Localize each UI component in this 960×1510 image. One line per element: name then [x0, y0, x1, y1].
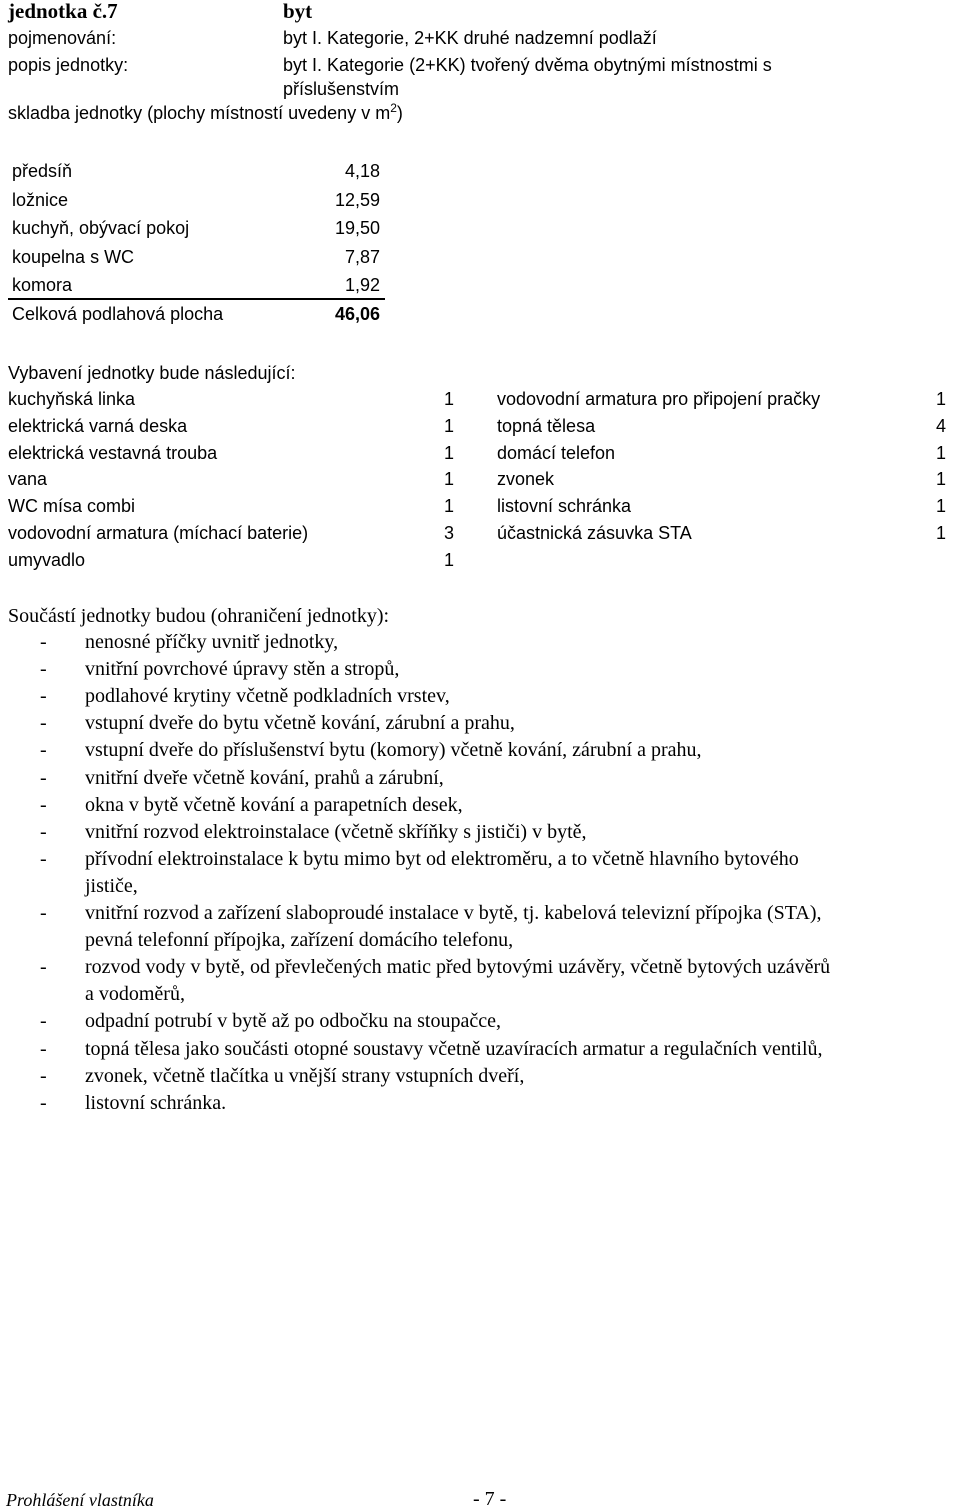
room-area: 4,18: [344, 161, 380, 181]
room-name: předsíň: [12, 161, 73, 181]
equipment-item-qty: 1: [935, 389, 946, 409]
equipment-item-qty: 1: [443, 415, 454, 436]
list-item-text: odpadní potrubí v bytě až po odbočku na stoupačce,: [85, 1010, 501, 1033]
list-item-text: vnitřní dveře včetně kování, prahů a zárubní,: [85, 766, 444, 789]
room-name: ložnice: [12, 189, 69, 210]
equipment-item-name: vana: [8, 469, 48, 490]
equipment-item-name: vodovodní armatura (míchací baterie): [8, 523, 309, 543]
equipment-item-name: topná tělesa: [497, 415, 596, 436]
list-bullet-dash: -: [40, 847, 47, 870]
list-bullet-dash: -: [40, 766, 47, 789]
equipment-item-qty: 4: [935, 415, 946, 436]
list-item-text: listovní schránka.: [85, 1091, 227, 1114]
list-item-text: vstupní dveře do bytu včetně kování, zárubní a prahu,: [85, 712, 515, 735]
list-bullet-dash: -: [40, 956, 47, 979]
list-item-text: podlahové krytiny včetně podkladních vrstev,: [85, 685, 450, 708]
equipment-item-qty: 1: [935, 442, 946, 463]
equipment-item-name: WC mísa combi: [8, 496, 136, 517]
desc-value-line1: byt I. Kategorie (2+KK) tvořený dvěma obytnými místnostmi s: [283, 55, 772, 75]
list-bullet-dash: -: [40, 658, 47, 681]
list-item-text: vnitřní rozvod a zařízení slaboproudé instalace v bytě, tj. kabelová televizní přípojka (STA),: [85, 902, 822, 924]
list-bullet-dash: -: [40, 712, 47, 735]
list-item-text: vnitřní povrchové úpravy stěn a stropů,: [85, 658, 400, 681]
equipment-item-qty: 1: [935, 469, 946, 490]
room-name: komora: [12, 275, 73, 295]
list-bullet-dash: -: [40, 631, 47, 653]
equipment-item-qty: 3: [443, 523, 454, 543]
room-area: 19,50: [334, 218, 380, 238]
equipment-item-name: kuchyňská linka: [8, 389, 136, 409]
equipment-item-name: vodovodní armatura pro připojení pračky: [497, 389, 821, 409]
total-value: 46,06: [334, 304, 380, 324]
list-item-text: vstupní dveře do příslušenství bytu (komory) včetně kování, zárubní a prahu,: [85, 739, 702, 762]
unit-value: byt: [283, 0, 313, 23]
list-item-text: okna v bytě včetně kování a parapetních desek,: [85, 793, 463, 816]
list-item-text: zvonek, včetně tlačítka u vnější strany vstupních dveří,: [85, 1064, 525, 1087]
equipment-item-name: účastnická zásuvka STA: [497, 523, 692, 543]
total-divider: [8, 298, 385, 300]
desc-label: popis jednotky:: [8, 55, 129, 75]
total-label: Celková podlahová plocha: [12, 304, 224, 324]
room-name: koupelna s WC: [12, 246, 135, 267]
equipment-heading: Vybavení jednotky bude následující:: [8, 363, 296, 383]
equipment-item-name: elektrická varná deska: [8, 415, 188, 436]
name-value: byt I. Kategorie, 2+KK druhé nadzemní podlaží: [283, 28, 657, 48]
unit-label: jednotka č.7: [8, 0, 118, 23]
list-bullet-dash: -: [40, 1091, 47, 1114]
list-item-text: nenosné příčky uvnitř jednotky,: [85, 631, 339, 653]
equipment-item-name: domácí telefon: [497, 442, 616, 463]
list-item-text: vnitřní rozvod elektroinstalace (včetně skříňky s jističi) v bytě,: [85, 820, 587, 843]
page-number: - 7 -: [473, 1488, 507, 1510]
list-bullet-dash: -: [40, 685, 47, 708]
list-item-text: jističe,: [85, 874, 138, 897]
list-bullet-dash: -: [40, 793, 47, 816]
equipment-item-name: zvonek: [497, 469, 555, 490]
equipment-item-qty: 1: [935, 523, 946, 543]
components-heading: Součástí jednotky budou (ohraničení jednotky):: [8, 605, 390, 627]
composition-heading: skladba jednotky (plochy místností uvedeny v $m^2$): [8, 101, 403, 123]
list-item-text: přívodní elektroinstalace k bytu mimo byt od elektroměru, a to včetně hlavního bytového: [85, 847, 799, 870]
equipment-item-qty: 1: [443, 442, 454, 463]
room-area: 12,59: [334, 189, 380, 210]
list-bullet-dash: -: [40, 902, 47, 924]
equipment-item-qty: 1: [443, 496, 454, 517]
name-label: pojmenování:: [8, 28, 117, 48]
equipment-item-qty: 1: [443, 469, 454, 490]
list-item-text: rozvod vody v bytě, od převlečených matic před bytovými uzávěry, včetně bytových uzávěrů: [85, 956, 831, 979]
list-bullet-dash: -: [40, 1064, 47, 1087]
list-bullet-dash: -: [40, 739, 47, 762]
list-item-text: a vodoměrů,: [85, 983, 185, 1006]
equipment-item-qty: 1: [935, 496, 946, 517]
footer-left: Prohlášení vlastníka: [6, 1490, 154, 1510]
equipment-item-name: elektrická vestavná trouba: [8, 442, 218, 463]
list-item-text: topná tělesa jako součásti otopné soustavy včetně uzavíracích armatur a regulačních ventilů,: [85, 1037, 823, 1060]
equipment-item-name: listovní schránka: [497, 496, 632, 517]
list-bullet-dash: -: [40, 1010, 47, 1033]
equipment-item-name: umyvadlo: [8, 549, 86, 570]
room-area: 7,87: [344, 246, 380, 267]
room-name: kuchyň, obývací pokoj: [12, 218, 190, 238]
equipment-item-qty: 1: [443, 549, 454, 570]
equipment-item-qty: 1: [443, 389, 454, 409]
list-bullet-dash: -: [40, 1037, 47, 1060]
list-bullet-dash: -: [40, 820, 47, 843]
list-item-text: pevná telefonní přípojka, zařízení domácího telefonu,: [85, 929, 514, 952]
room-area: 1,92: [344, 275, 380, 295]
desc-value-line2: příslušenstvím: [283, 79, 400, 99]
